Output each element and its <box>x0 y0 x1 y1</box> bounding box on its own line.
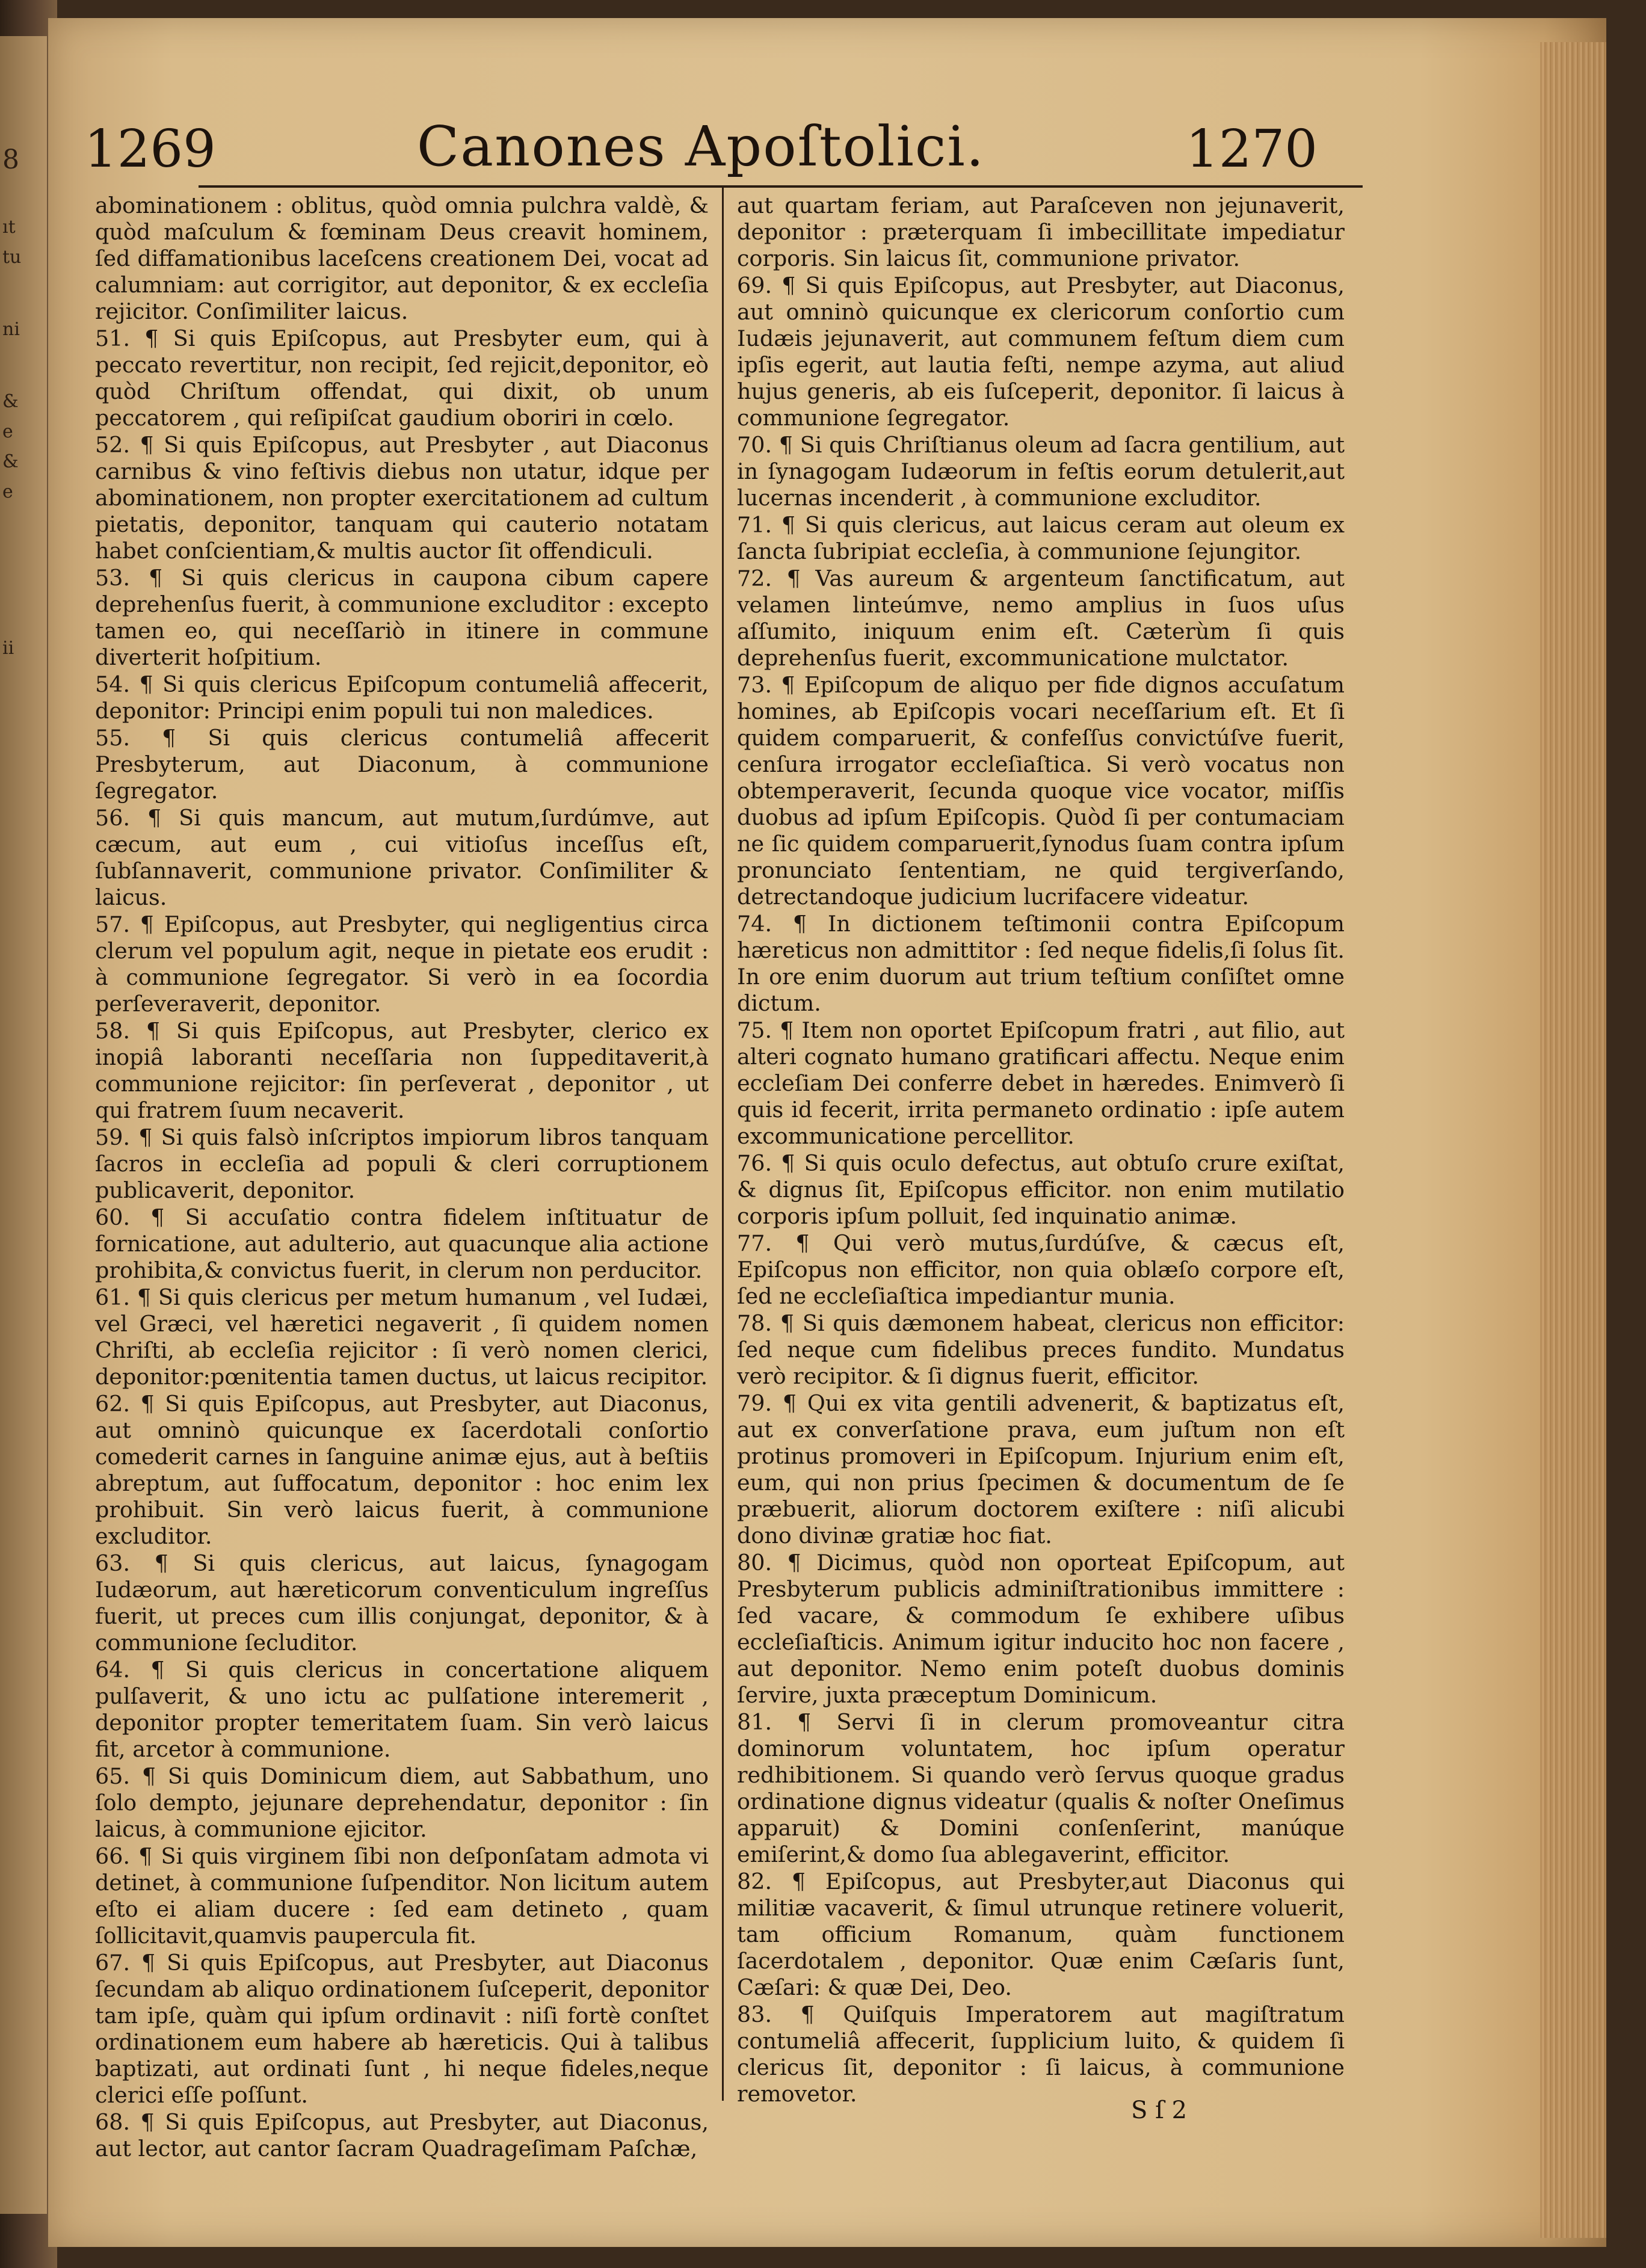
canon-57: 57. ¶ Epiſcopus, aut Presbyter, qui negligentius circa clerum vel populum agit, neque in pietate eos erudit : à communione ſegregator. Si verò in ea ſocordia perſeveraverit, deponitor. <box>95 911 709 1017</box>
canon-64: 64. ¶ Si quis clericus in concertatione aliquem pulſaverit, & uno ictu ac pulſatione interemerit , deponitor propter temeritatem ſuam. Sin verò laicus fit, arcetor à communione. <box>95 1657 709 1762</box>
prev-page-fragment: tu <box>2 247 22 268</box>
prev-page-fragment: & <box>2 391 19 412</box>
canon-73: 73. ¶ Epiſcopum de aliquo per fide dignos accuſatum homines, ab Epiſcopis vocari neceſſarium eſt. Et ſi quidem comparuerit, & confeſſus convictúſve fuerit, cenſura irrogator eccleſiaſtica. Si verò vocatus non obtemperaverit, ſecunda quoque vice vocator, miſſis duobus ad ipſum Epiſcopis. Quòd ſi per contumaciam ne ſic quidem comparuerit,ſynodus ſuam contra ipſum pronunciato ſententiam, ne quid tergiverſando, detrectandoque judicium lucrifacere videatur. <box>737 672 1345 910</box>
canon-66: 66. ¶ Si quis virginem ſibi non deſponſatam admota vi detinet, à communione ſuſpenditor. Non licitum autem eſto ei aliam ducere : ſed eam detineto , quam ſollicitavit,quamvis paupercula fit. <box>95 1843 709 1949</box>
canon-83: 83. ¶ Quiſquis Imperatorem aut magiſtratum contumeliâ affecerit, ſupplicium luito, & quidem ſi clericus ſit, deponitor : ſi laicus, à communione removetor. <box>737 2001 1345 2107</box>
canon-69: 69. ¶ Si quis Epiſcopus, aut Presbyter, aut Diaconus, aut omninò quicunque ex clericorum conſortio cum Iudæis jejunaverit, aut communem feſtum diem cum ipſis egerit, aut lautia feſti, nempe azyma, aut aliud hujus generis, ab eis ſuſceperit, deponitor. ſi laicus à communione ſegregator. <box>737 273 1345 431</box>
canon-65: 65. ¶ Si quis Dominicum diem, aut Sabbathum, uno ſolo dempto, jejunare deprehendatur, deponitor : ſin laicus, à communione ejicitor. <box>95 1763 709 1842</box>
canon-62: 62. ¶ Si quis Epiſcopus, aut Presbyter, aut Diaconus, aut omninò quicunque ex ſacerdotali conſortio comederit carnes in ſanguine animæ ejus, aut à beſtiis abreptum, aut ſuffocatum, deponitor : hoc enim lex prohibuit. Sin verò laicus fuerit, à communione excluditor. <box>95 1391 709 1549</box>
canon-78: 78. ¶ Si quis dæmonem habeat, clericus non efficitor: ſed neque cum fidelibus preces fundito. Mundatus verò recipitor. & ſi dignus fuerit, efficitor. <box>737 1310 1345 1389</box>
page-fore-edge <box>1540 42 1606 2238</box>
signature-mark: S ſ 2 <box>1131 2097 1188 2124</box>
left-column <box>95 193 709 2163</box>
prev-page-fragment: ıt <box>2 217 16 238</box>
prev-page-fragment: ii <box>2 638 14 659</box>
page-header <box>84 108 1318 180</box>
canon-68-continued: aut quartam feriam, aut Paraſceven non jejunaverit, deponitor : præterquam ſi imbecillitate impediatur corporis. Sin laicus ſit, communione privator. <box>737 193 1345 271</box>
prev-page-fragment: 8 <box>2 144 19 175</box>
canon-51: 51. ¶ Si quis Epiſcopus, aut Presbyter eum, qui à peccato revertitur, non recipit, ſed rejicit,deponitor, eò quòd Chriſtum offendat, qui dixit, ob unum peccatorem , qui reſipiſcat gaudium oboriri in cœlo. <box>95 325 709 431</box>
canon-80: 80. ¶ Dicimus, quòd non oporteat Epiſcopum, aut Presbyterum publicis adminiſtrationibus immittere : ſed vacare, & commodum ſe exhibere uſibus eccleſiaſticis. Animum igitur inducito hoc non facere , aut deponitor. Nemo enim poteſt duobus dominis ſervire, juxta præceptum Dominicum. <box>737 1550 1345 1708</box>
previous-page-edge <box>0 36 47 2214</box>
canon-61: 61. ¶ Si quis clericus per metum humanum , vel Iudæi, vel Græci, vel hæretici negaverit , ſi quidem nomen Chriſti, ab eccleſia rejicitor : ſi verò nomen clerici, deponitor:pœnitentia tamen ductus, ut laicus recipitor. <box>95 1284 709 1390</box>
canon-paragraph: abominationem : oblitus, quòd omnia pulchra valdè, & quòd maſculum & fœminam Deus creavit hominem, ſed diffamationibus laceſcens creationem Dei, vocat ad calumniam: aut corrigitor, aut deponitor, & ex eccleſia rejicitor. Conſimiliter laicus. <box>95 193 709 324</box>
right-column <box>737 193 1345 2108</box>
canon-81: 81. ¶ Servi ſi in clerum promoveantur citra dominorum voluntatem, hoc ipſum operatur redhibitionem. Si quando verò ſervus quoque gradus ordinatione dignus videatur (qualis & noſter Oneſimus apparuit) & Domini conſenſerint, manúque emiſerint,& domo ſua ablegaverint, efficitor. <box>737 1709 1345 1867</box>
column-divider <box>722 188 724 2101</box>
canon-76: 76. ¶ Si quis oculo defectus, aut obtuſo crure exiſtat, & dignus ſit, Epiſcopus efficitor. non enim mutilatio corporis ipſum polluit, ſed inquinatio animæ. <box>737 1150 1345 1229</box>
running-title: Canones Apoſtolici. <box>416 114 985 179</box>
canon-63: 63. ¶ Si quis clericus, aut laicus, ſynagogam Iudæorum, aut hæreticorum conventiculum ingreſſus fuerit, ut preces cum illis conjungat, deponitor, & à communione ſecluditor. <box>95 1550 709 1656</box>
canon-79: 79. ¶ Qui ex vita gentili advenerit, & baptizatus eſt, aut ex converſatione prava, eum juſtum non eſt protinus promoveri in Epiſcopum. Injurium enim eſt, eum, qui non prius ſpecimen & documentum de ſe præbuerit, aliorum doctorem exiſtere : niſi alicubi dono divinæ gratiæ hoc fiat. <box>737 1390 1345 1548</box>
prev-page-fragment: e <box>2 421 13 442</box>
prev-page-fragment: & <box>2 451 19 472</box>
prev-page-fragment: ni <box>2 319 20 340</box>
canon-55: 55. ¶ Si quis clericus contumeliâ affecerit Presbyterum, aut Diaconum, à communione ſegregator. <box>95 725 709 804</box>
prev-page-fragment: e <box>2 481 13 502</box>
canon-67: 67. ¶ Si quis Epiſcopus, aut Presbyter, aut Diaconus ſecundam ab aliquo ordinationem ſuſceperit, deponitor tam ipſe, quàm qui ipſum ordinavit : niſi fortè conſtet ordinationem eum habere ab hæreticis. Qui à talibus baptizati, aut ordinati ſunt , hi neque fideles,neque clerici eſſe poſſunt. <box>95 1950 709 2108</box>
canon-54: 54. ¶ Si quis clericus Epiſcopum contumeliâ affecerit, deponitor: Principi enim populi tui non maledices. <box>95 671 709 724</box>
canon-74: 74. ¶ In dictionem teſtimonii contra Epiſcopum hæreticus non admittitor : ſed neque fidelis,ſi ſolus ſit. In ore enim duorum aut trium teſtium conſiſtet omne dictum. <box>737 911 1345 1016</box>
canon-52: 52. ¶ Si quis Epiſcopus, aut Presbyter , aut Diaconus carnibus & vino feſtivis diebus non utatur, idque per abominationem, non propter exercitationem ad cultum pietatis, deponitor, tanquam qui cauterio notatam habet conſcientiam,& multis auctor ſit offendiculi. <box>95 432 709 564</box>
header-rule <box>199 185 1363 188</box>
canon-71: 71. ¶ Si quis clericus, aut laicus ceram aut oleum ex ſancta ſubripiat eccleſia, à communione ſejungitor. <box>737 512 1345 564</box>
canon-82: 82. ¶ Epiſcopus, aut Presbyter,aut Diaconus qui militiæ vacaverit, & ſimul utrunque retinere voluerit, tam officium Romanum, quàm functionem ſacerdotalem , deponitor. Quæ enim Cæſaris ſunt, Cæſari: & quæ Dei, Deo. <box>737 1869 1345 2000</box>
page-number-right: 1270 <box>1186 119 1318 179</box>
book-page <box>48 18 1606 2247</box>
canon-75: 75. ¶ Item non oportet Epiſcopum fratri , aut filio, aut alteri cognato humano gratificari affectu. Neque enim eccleſiam Dei conferre debet in hæredes. Enimverò ſi quis id fecerit, irrita permaneto ordinatio : ipſe autem excommunicatione percellitor. <box>737 1017 1345 1149</box>
page-number-left: 1269 <box>84 119 216 179</box>
canon-53: 53. ¶ Si quis clericus in caupona cibum capere deprehenſus fuerit, à communione excluditor : excepto tamen eo, qui neceſſariò in itinere in commune diverterit hoſpitium. <box>95 565 709 670</box>
canon-77: 77. ¶ Qui verò mutus,ſurdúſve, & cæcus eſt, Epiſcopus non efficitor, non quia oblæſo corpore eſt, ſed ne eccleſiaſtica impediantur munia. <box>737 1230 1345 1309</box>
canon-58: 58. ¶ Si quis Epiſcopus, aut Presbyter, clerico ex inopiâ laboranti neceſſaria non ſuppeditaverit,à communione rejicitor: ſin perſeverat , deponitor , ut qui fratrem ſuum necaverit. <box>95 1018 709 1123</box>
canon-70: 70. ¶ Si quis Chriſtianus oleum ad ſacra gentilium, aut in ſynagogam Iudæorum in feſtis eorum detulerit,aut lucernas incenderit , à communione excluditor. <box>737 432 1345 511</box>
canon-56: 56. ¶ Si quis mancum, aut mutum,ſurdúmve, aut cæcum, aut eum , cui vitioſus inceſſus eſt, ſubſannaverit, communione privator. Conſimiliter & laicus. <box>95 805 709 910</box>
canon-59: 59. ¶ Si quis falsò inſcriptos impiorum libros tanquam ſacros in eccleſia ad populi & cleri corruptionem publicaverit, deponitor. <box>95 1124 709 1203</box>
canon-60: 60. ¶ Si accuſatio contra fidelem inſtituatur de fornicatione, aut adulterio, aut quacunque alia actione prohibita,& convictus fuerit, in clerum non perducitor. <box>95 1204 709 1283</box>
canon-68: 68. ¶ Si quis Epiſcopus, aut Presbyter, aut Diaconus, aut lector, aut cantor ſacram Quadrageſimam Paſchæ, <box>95 2109 709 2162</box>
canon-72: 72. ¶ Vas aureum & argenteum ſanctificatum, aut velamen linteúmve, nemo amplius in ſuos uſus aſſumito, iniquum enim eſt. Cæterùm ſi quis deprehenſus fuerit, excommunicatione mulctator. <box>737 565 1345 671</box>
